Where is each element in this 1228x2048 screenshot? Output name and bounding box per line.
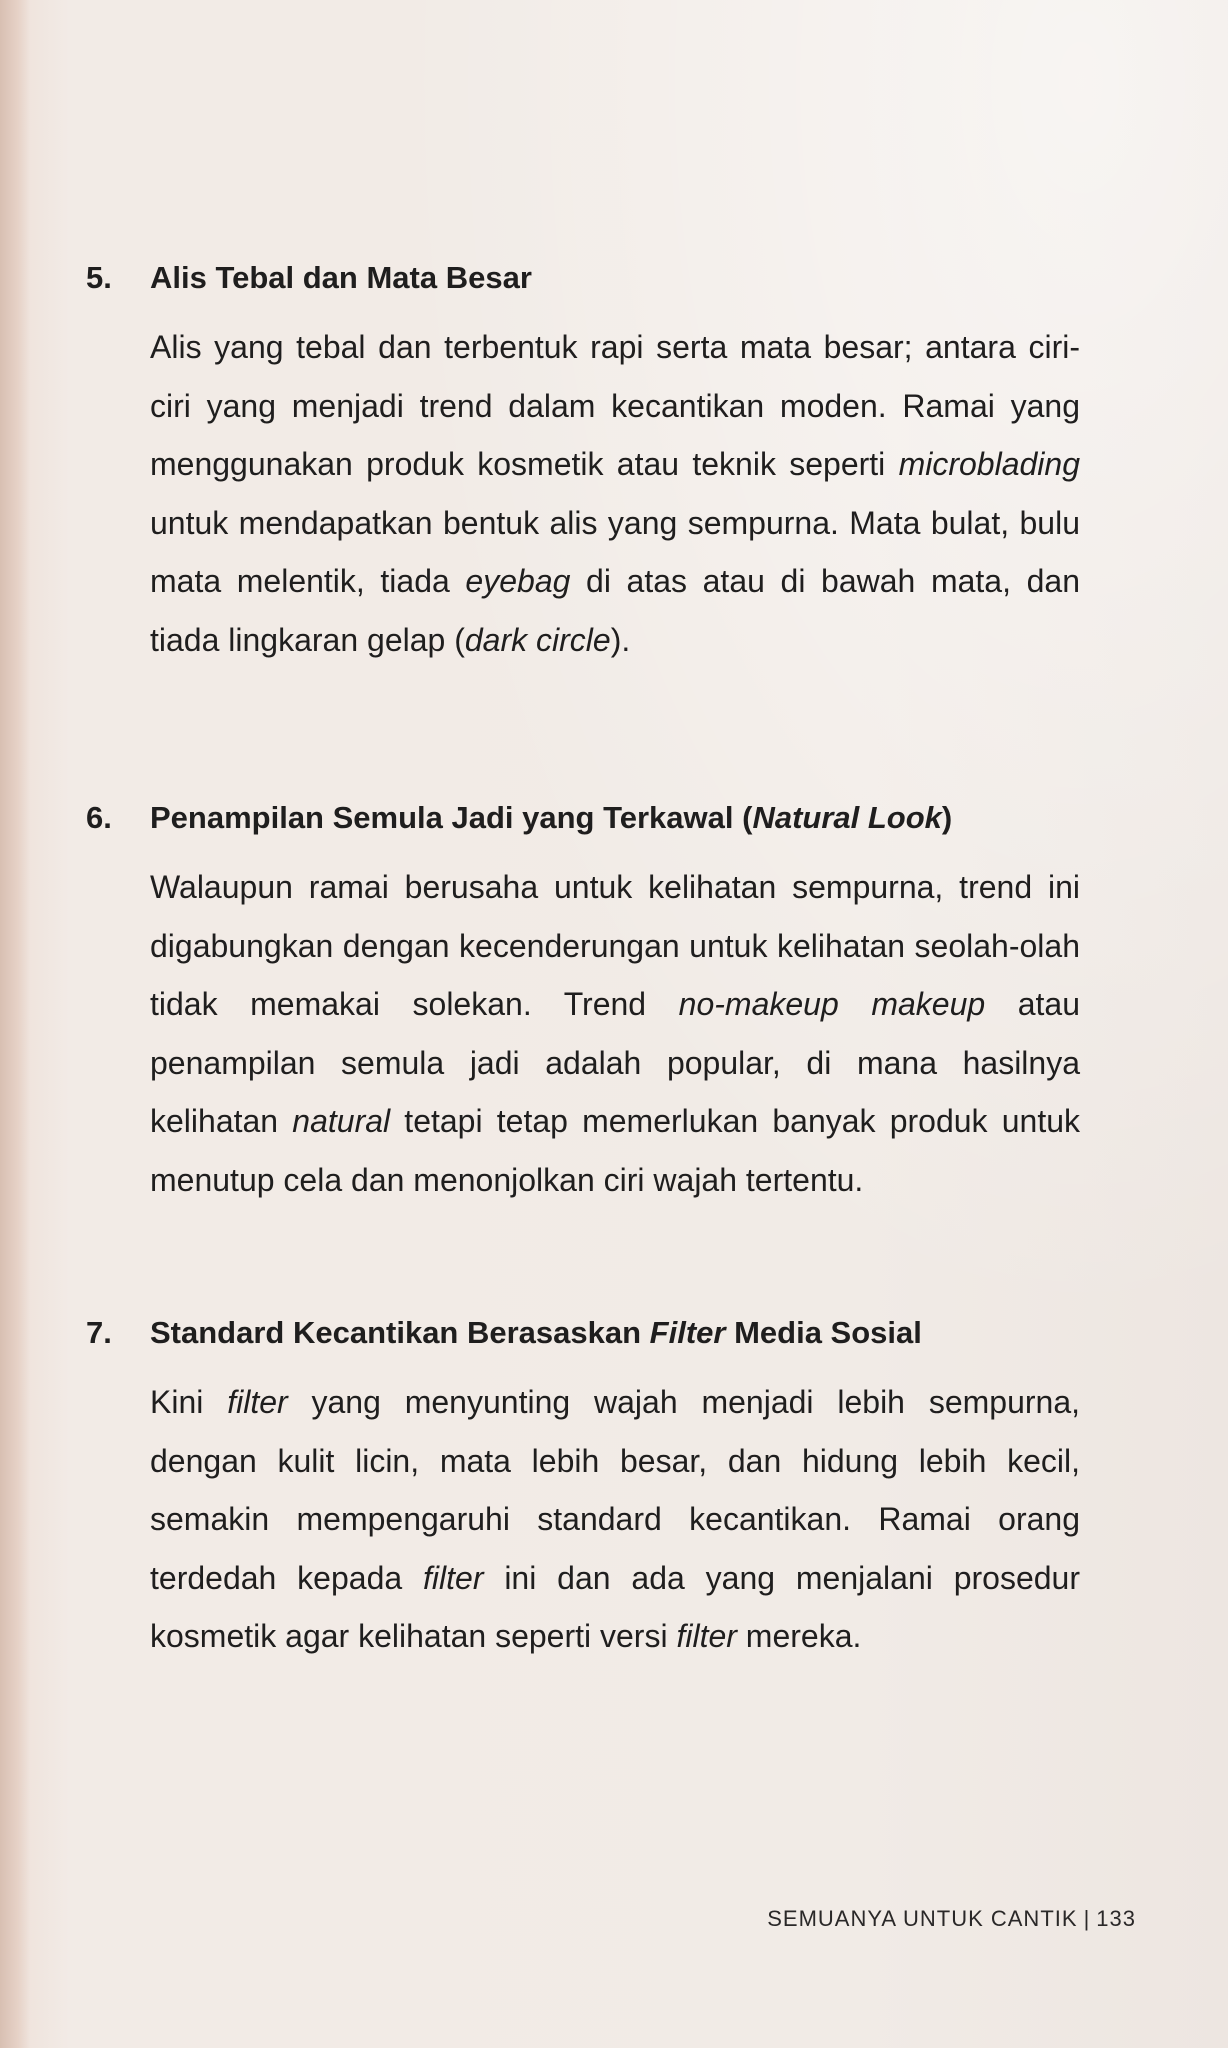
- book-title: SEMUANYA UNTUK CANTIK: [767, 1906, 1078, 1931]
- running-footer: [767, 1906, 1136, 1932]
- item-paragraph: Kini filter yang menyunting wajah menjadi lebih sempurna, dengan kulit licin, mata lebih besar, dan hidung lebih kecil, semakin mempengaruhi standard kecantikan. Ramai orang terdedah kepada filter ini dan ada yang menjalani prosedur kosmetik agar kelihatan seperti versi filter mereka.: [150, 1384, 1081, 1654]
- item-paragraph: Alis yang tebal dan terbentuk rapi serta mata besar; antara ciri-ciri yang menjadi trend dalam kecantikan moden. Ramai yang menggunakan produk kosmetik atau teknik seperti microblading untuk mendapatkan bentuk alis yang sempurna. Mata bulat, bulu mata melentik, tiada eyebag di atas atau di bawah mata, dan tiada lingkaran gelap (dark circle).: [150, 329, 1081, 658]
- item-number: 5.: [86, 260, 112, 295]
- page-spine-shadow: [0, 0, 30, 2048]
- footer-separator: |: [1083, 1906, 1091, 1931]
- item-number: 6.: [86, 800, 112, 835]
- item-heading: Standard Kecantikan Berasaskan Filter Media Sosial: [150, 1315, 922, 1350]
- page-number: 133: [1096, 1906, 1136, 1931]
- item-heading: Penampilan Semula Jadi yang Terkawal (Natural Look): [150, 800, 953, 835]
- item-number: 7.: [86, 1315, 112, 1350]
- item-heading: Alis Tebal dan Mata Besar: [150, 260, 532, 295]
- item-paragraph: Walaupun ramai berusaha untuk kelihatan sempurna, trend ini digabungkan dengan kecenderungan untuk kelihatan seolah-olah tidak memakai solekan. Trend no-makeup makeup atau penampilan semula jadi adalah popular, di mana hasilnya kelihatan natural tetapi tetap memerlukan banyak produk untuk menutup cela dan menonjolkan ciri wajah tertentu.: [150, 869, 1081, 1198]
